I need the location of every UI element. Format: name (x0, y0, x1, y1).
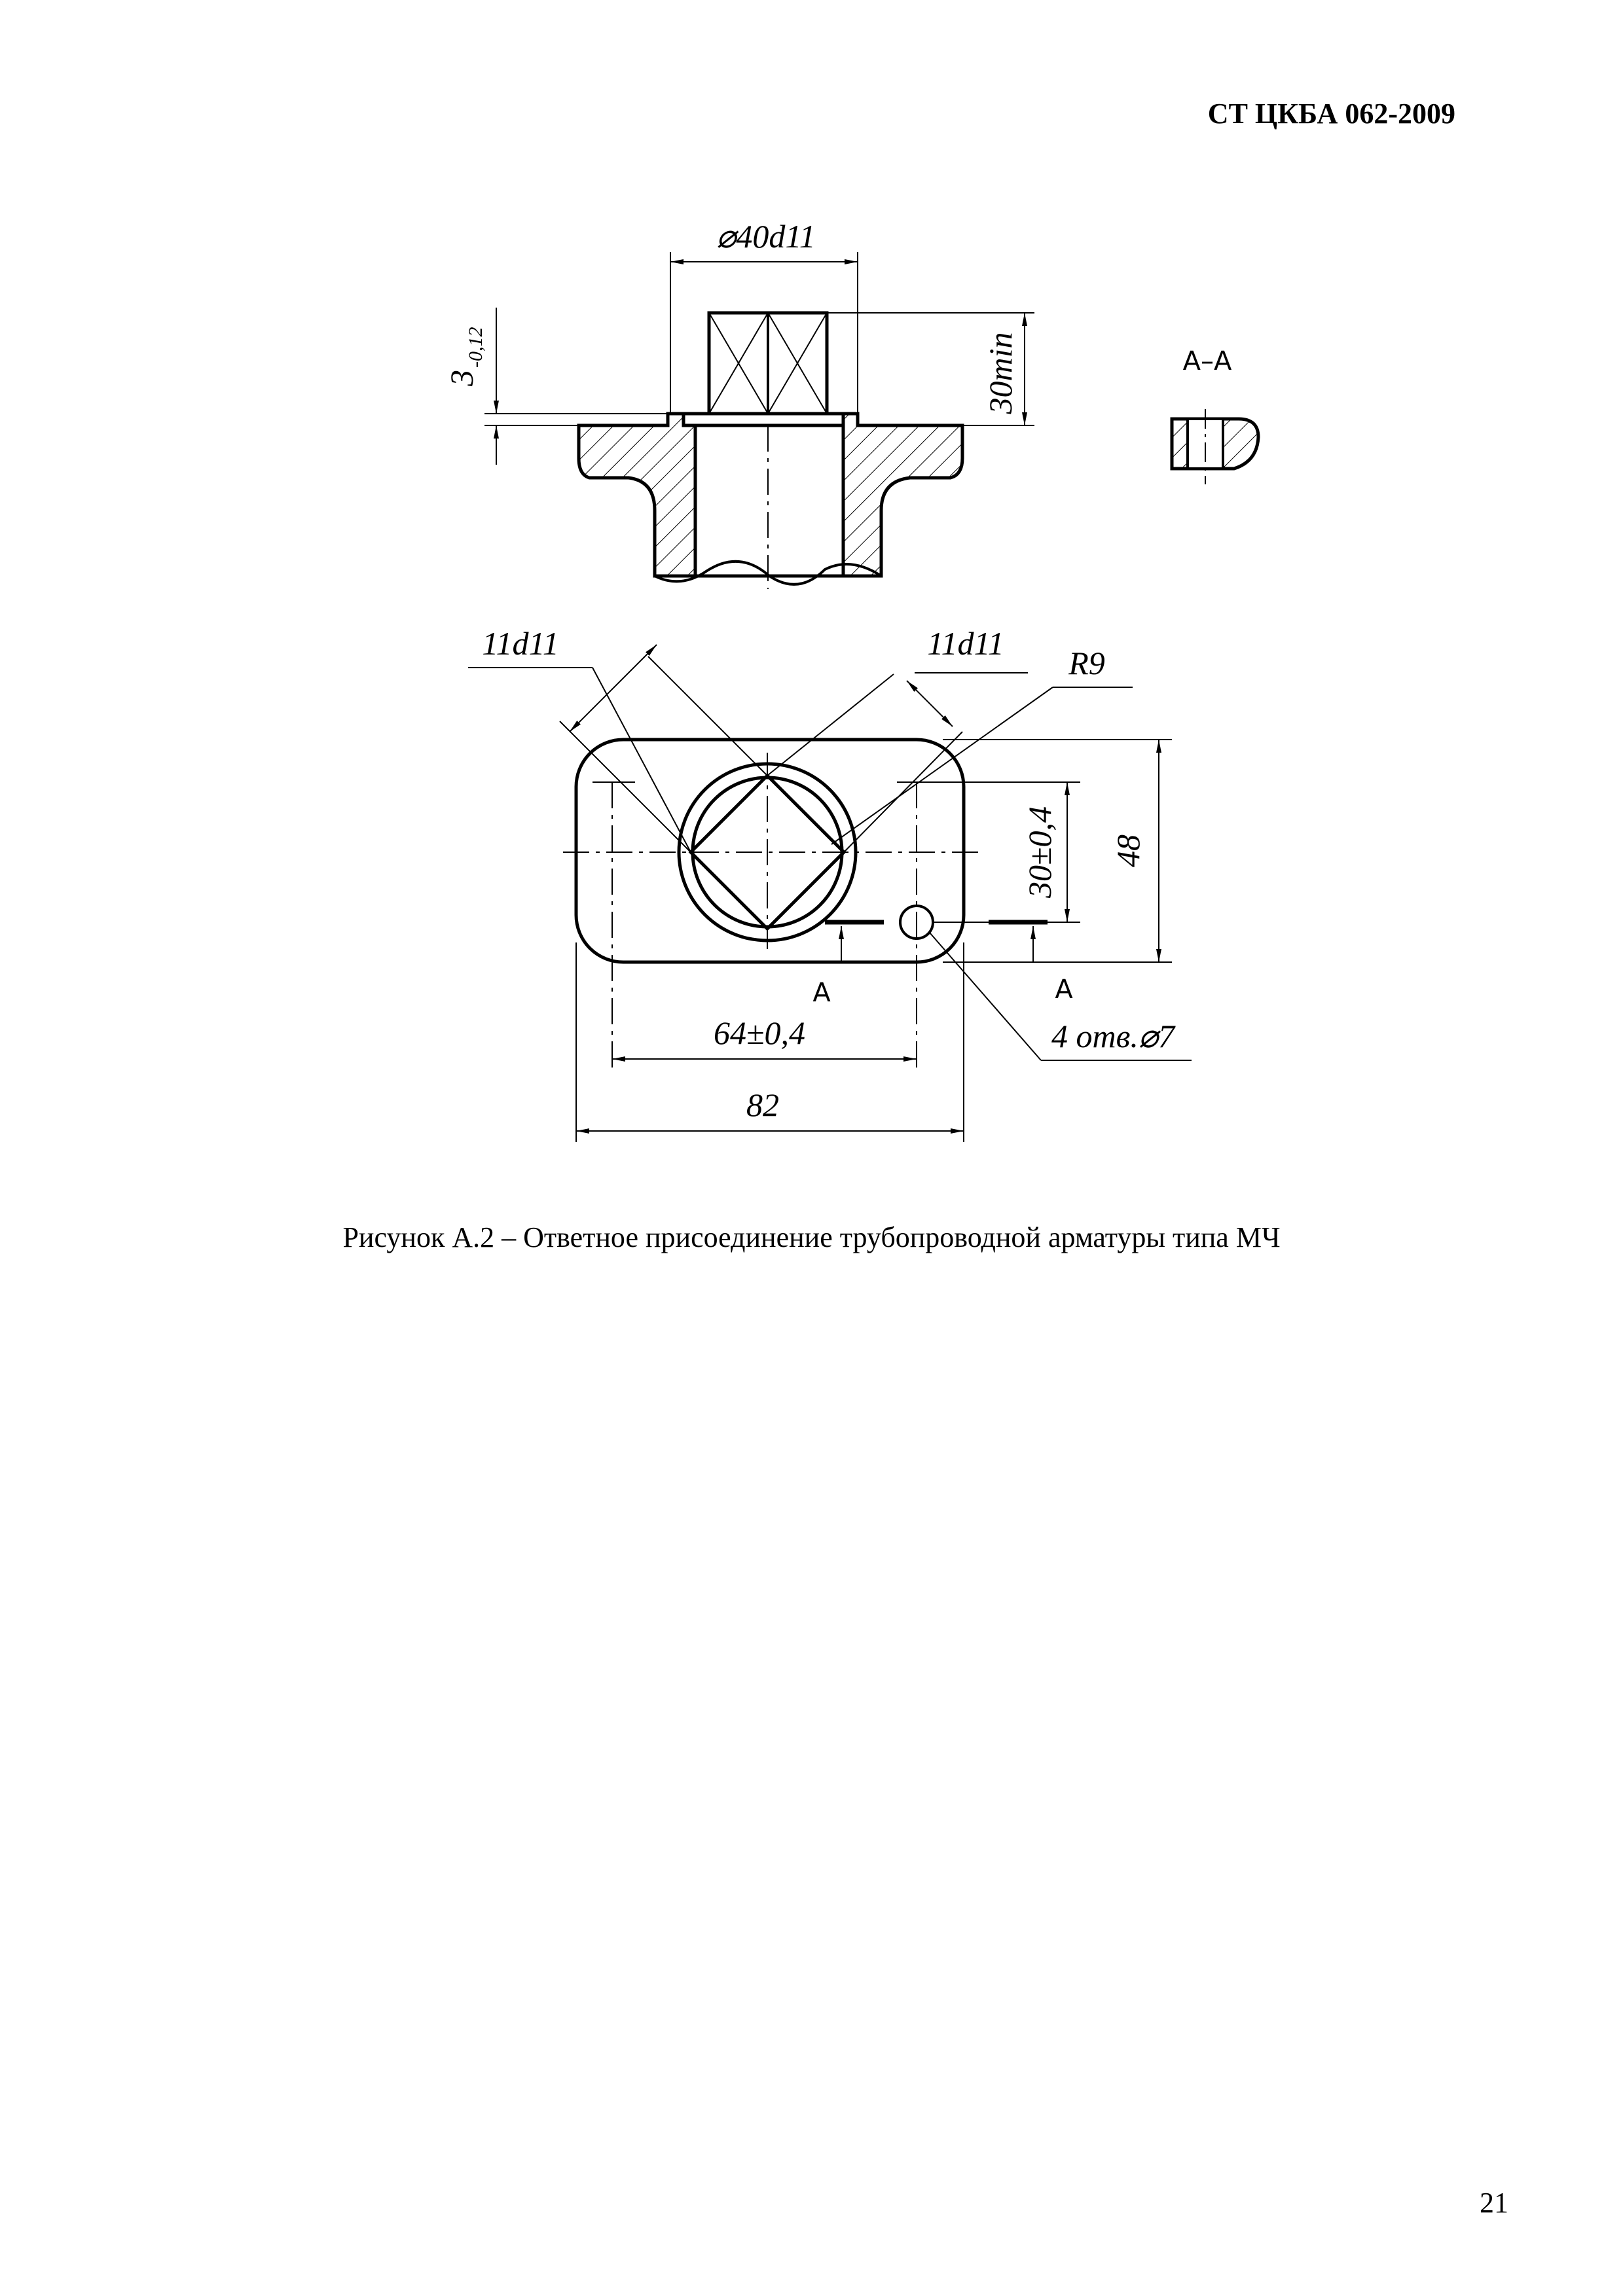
section-mark-right: А (1055, 975, 1073, 1005)
dim-square-left: 11d11 (482, 625, 559, 662)
flange-left-hatched (579, 414, 695, 576)
top-section-view (443, 218, 1034, 589)
figure-caption: Рисунок А.2 – Ответное присоединение трубопроводной арматуры типа МЧ (342, 1221, 1281, 1253)
dim-stem-diameter: ⌀40d11 (716, 218, 816, 255)
dim-flange-height: 48 (1110, 834, 1146, 867)
dim-shoulder-main: 3 (443, 370, 480, 386)
dim-square-right: 11d11 (927, 625, 1004, 662)
document-code: СТ ЦКБА 062-2009 (1207, 98, 1455, 130)
section-a-a (1172, 346, 1258, 484)
dim-hole-spacing-vertical: 30±0,4 (1021, 806, 1058, 898)
dim-hole-spacing-horizontal: 64±0,4 (714, 1014, 805, 1051)
dim-shoulder-tol: -0,12 (465, 327, 486, 368)
plan-view (468, 625, 1192, 1142)
dim-flange-width: 82 (746, 1086, 779, 1123)
page-number: 21 (1480, 2187, 1508, 2219)
dim-stem-length: 30min (982, 332, 1019, 414)
section-mark-left: А (812, 978, 831, 1008)
flange-right-hatched (843, 414, 962, 576)
dim-corner-radius: R9 (1068, 645, 1105, 681)
stem-body (695, 425, 843, 576)
dim-holes-callout: 4 отв.⌀7 (1051, 1018, 1175, 1054)
section-title: А–А (1182, 346, 1232, 376)
